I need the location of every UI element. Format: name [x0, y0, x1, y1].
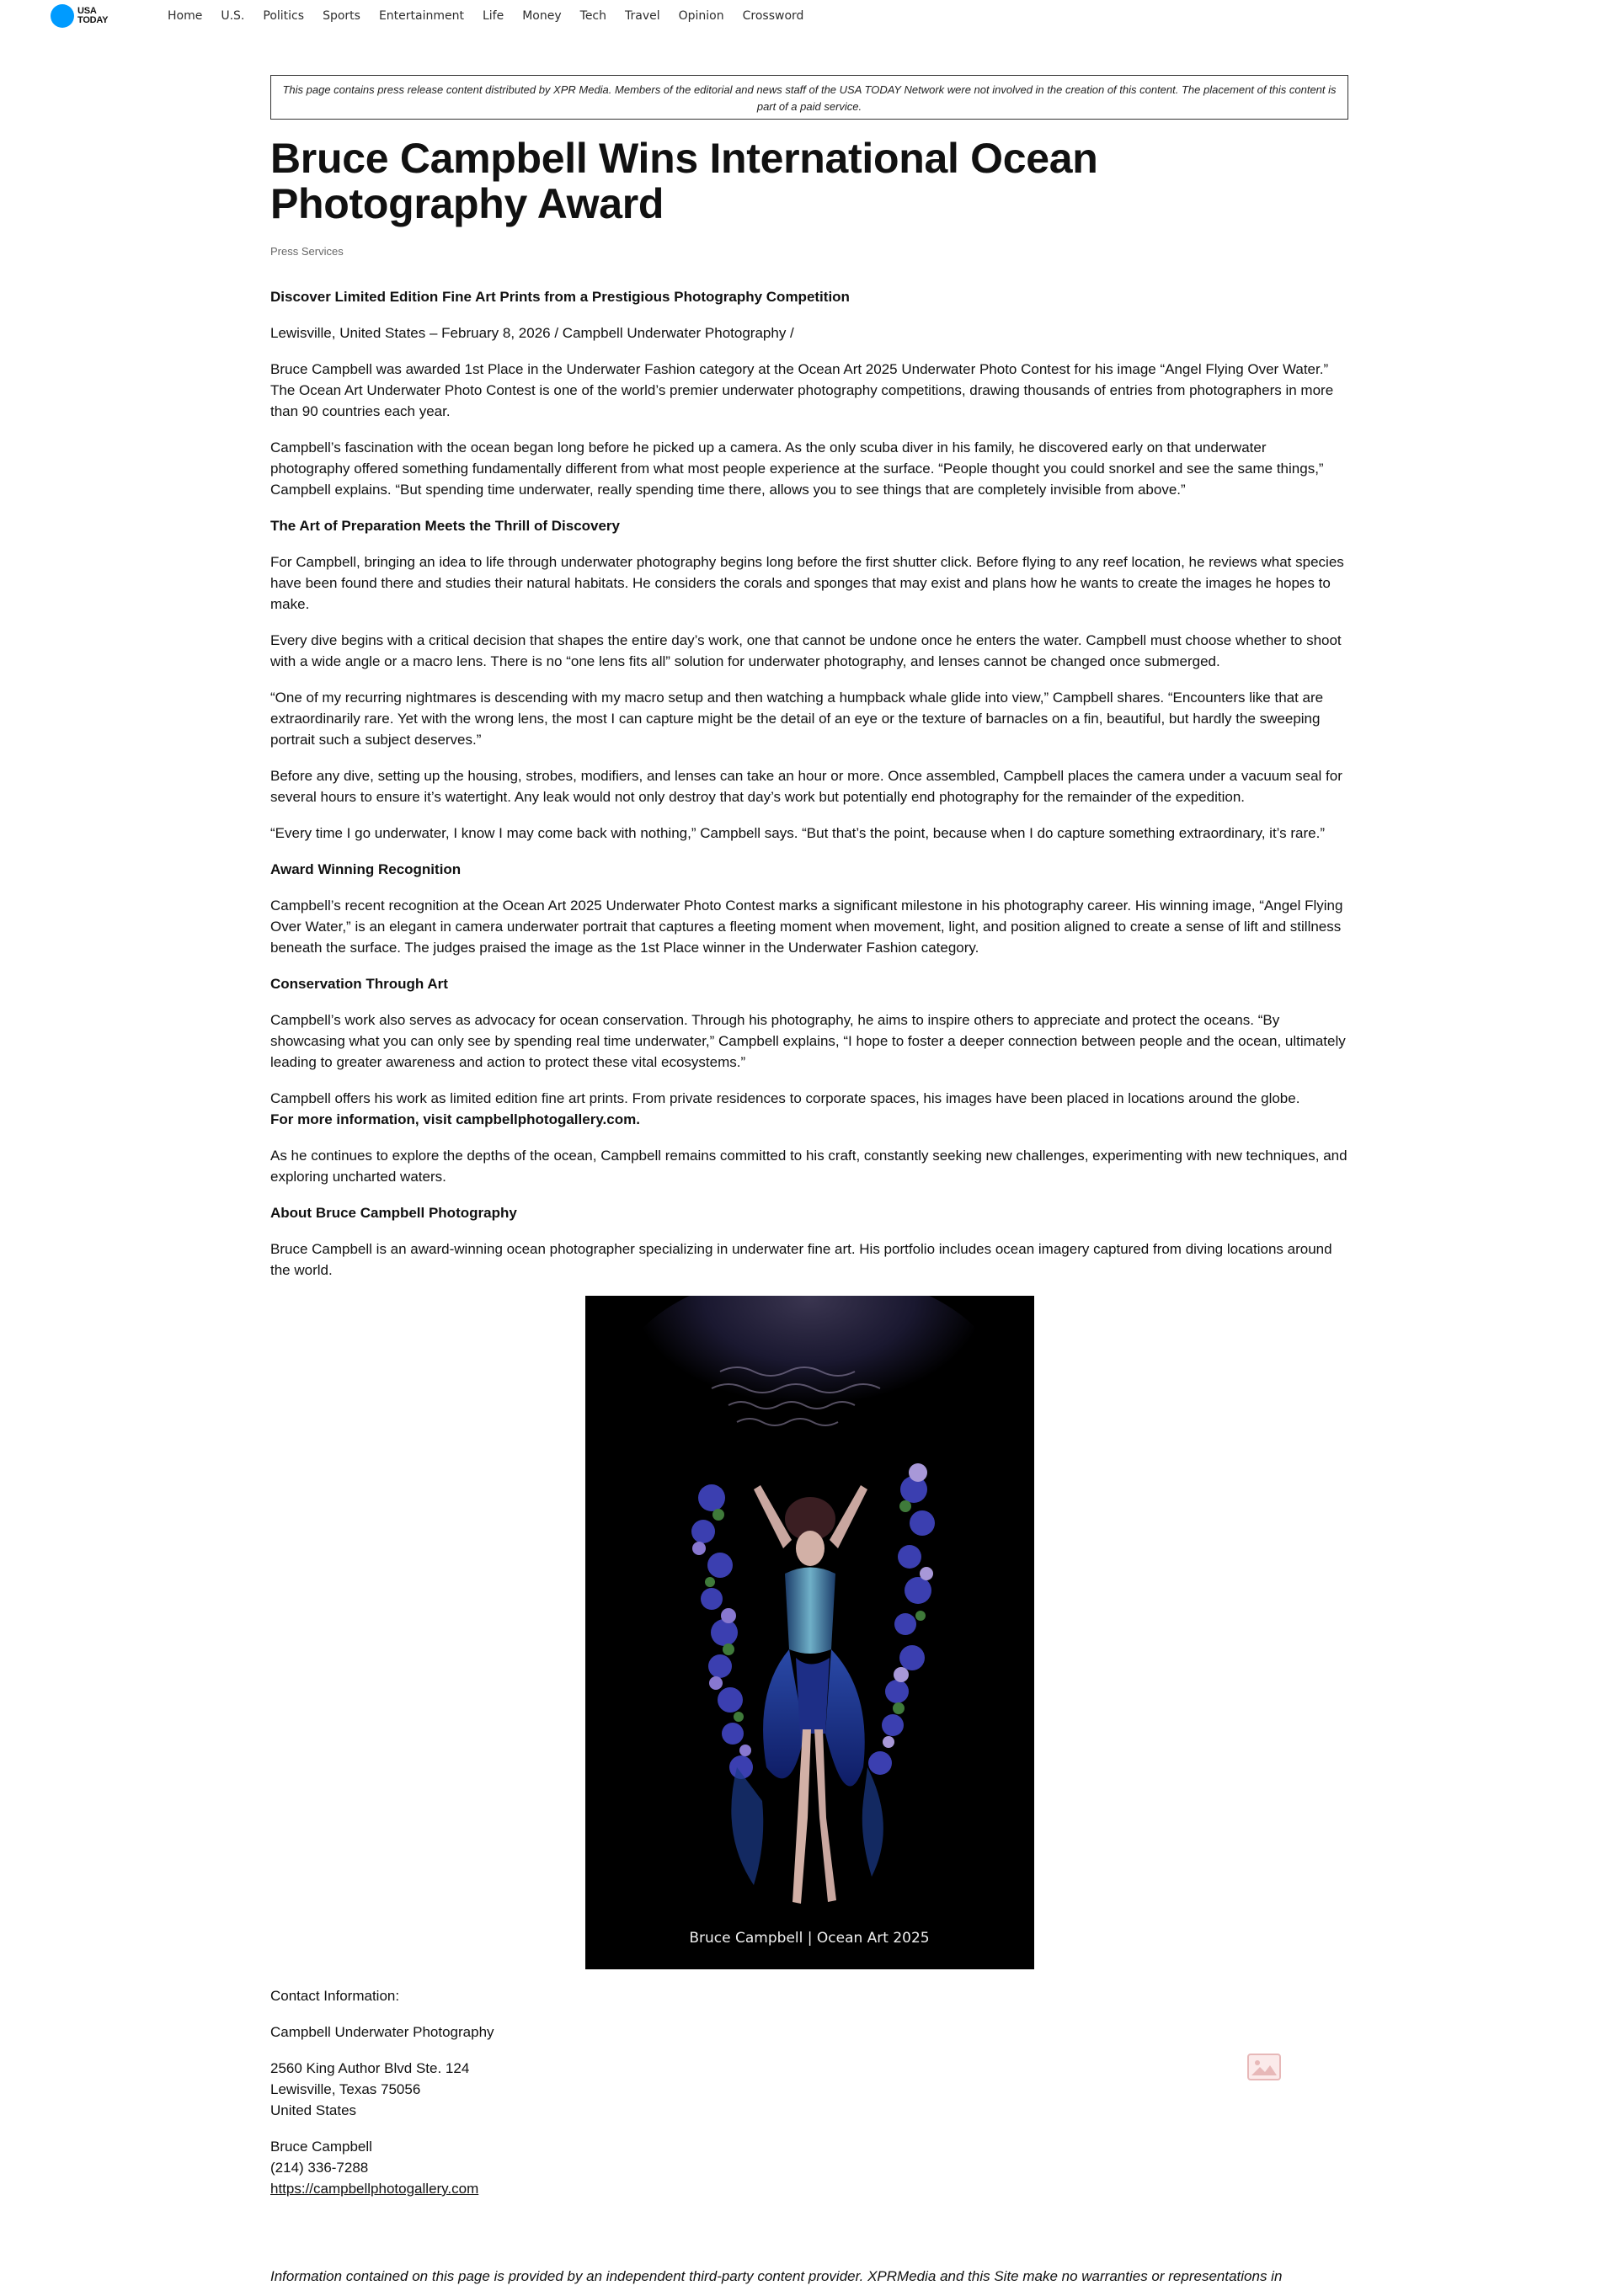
contact-person [270, 2136, 1348, 2199]
more-info-link[interactable]: For more information, visit campbellphotogallery.com. [270, 1111, 640, 1127]
article-subtitle: Discover Limited Edition Fine Art Prints from a Prestigious Photography Competition [270, 289, 850, 305]
address-line2: Lewisville, Texas 75056 [270, 2081, 421, 2097]
section-heading: Award Winning Recognition [270, 861, 462, 877]
paragraph: “Every time I go underwater, I know I may come back with nothing,” Campbell says. “But that’s the point, because when I do capture something extraordinary, it’s rare.” [270, 825, 1325, 841]
section-heading: About Bruce Campbell Photography [270, 1205, 517, 1221]
paragraph: Campbell’s work also serves as advocacy for ocean conservation. Through his photography, he aims to inspire others to appreciate and protect the oceans. “By showcasing what you can only see by spending real time underwater,” Campbell explains, “I hope to foster a deeper connection between people and the ocean, ultimately leading to greater awareness and action to protect these vital ecosystems.” [270, 1012, 1346, 1070]
logo-circle-icon [51, 4, 74, 28]
paragraph: As he continues to explore the depths of the ocean, Campbell remains committed to his craft, constantly seeking new challenges, experimenting with new techniques, and exploring uncharted waters. [270, 1148, 1348, 1185]
broken-image-icon [1247, 2054, 1281, 2080]
contact-company: Campbell Underwater Photography [270, 2024, 494, 2040]
article-content [270, 75, 1348, 2214]
usa-today-logo[interactable] [51, 4, 108, 28]
nav-home[interactable]: Home [168, 9, 203, 23]
nav-entertainment[interactable]: Entertainment [378, 9, 464, 23]
logo-text-line1: USA [77, 6, 97, 16]
section-heading: Conservation Through Art [270, 976, 448, 992]
nav-opinion[interactable]: Opinion [678, 9, 724, 23]
third-party-disclaimer: Information contained on this page is provided by an independent third-party content provider. XPRMedia and this Site make no warranties or representations in [270, 2268, 1283, 2284]
contact-name: Bruce Campbell [270, 2139, 372, 2155]
underwater-portrait-illustration [585, 1296, 1034, 1969]
paragraph: Before any dive, setting up the housing, strobes, modifiers, and lenses can take an hour or more. Once assembled, Campbell places the camera under a vacuum seal for several hours to ensure it’s watertight. Any leak would not only destroy that day’s work but potentially end photography for the remainder of the expedition. [270, 768, 1342, 805]
article-byline: Press Services [270, 245, 344, 258]
top-navigation [0, 0, 1617, 34]
logo-text-line2: TODAY [77, 15, 109, 25]
nav-us[interactable]: U.S. [221, 9, 245, 23]
paragraph: For Campbell, bringing an idea to life through underwater photography begins long before the first shutter click. Before flying to any reef location, he reviews what species have been found there and studies their natural habitats. He considers the corals and sponges that may exist and plans how he wants to create the images he hopes to make. [270, 554, 1344, 612]
contact-phone: (214) 336-7288 [270, 2160, 369, 2176]
article-title: Bruce Campbell Wins International Ocean Photography Award [270, 135, 1098, 227]
contact-heading: Contact Information: [270, 1988, 400, 2004]
paragraph: Campbell’s fascination with the ocean began long before he picked up a camera. As the only scuba diver in his family, he discovered early on that underwater photography offered something fundamentally different from what most people experience at the surface. “People thought you could snorkel and see the same things,” Campbell explains. “But spending time underwater, really spending time there, allows you to see things that are completely invisible from above.” [270, 439, 1324, 498]
nav-sports[interactable]: Sports [323, 9, 360, 23]
nav-money[interactable]: Money [522, 9, 562, 23]
paragraph [270, 1088, 1348, 1130]
section-heading: The Art of Preparation Meets the Thrill of Discovery [270, 518, 621, 534]
paragraph: Every dive begins with a critical decision that shapes the entire day’s work, one that cannot be undone once he enters the water. Campbell must choose whether to shoot with a wide angle or a macro lens. There is no “one lens fits all” solution for underwater photography, and lenses cannot be changed once submerged. [270, 632, 1342, 669]
paragraph-text: Campbell offers his work as limited edition fine art prints. From private residences to corporate spaces, his images have been placed in locations around the globe. [270, 1090, 1300, 1106]
nav-tech[interactable]: Tech [579, 9, 606, 23]
paragraph: Bruce Campbell is an award-winning ocean photographer specializing in underwater fine art. His portfolio includes ocean imagery captured from diving locations around the world. [270, 1241, 1332, 1278]
address-country: United States [270, 2102, 357, 2118]
article-body [270, 286, 1348, 2199]
contact-information [270, 1985, 1348, 2199]
contact-address [270, 2058, 1348, 2121]
main-nav [168, 9, 822, 23]
nav-crossword[interactable]: Crossword [742, 9, 804, 23]
paragraph: “One of my recurring nightmares is descending with my macro setup and then watching a humpback whale glide into view,” Campbell shares. “Encounters like that are extraordinarily rare. Yet with the wrong lens, the most I can capture might be the detail of an eye or the texture of barnacles on a fin, beautiful, but hardly the sweeping portrait such a subject deserves.” [270, 690, 1324, 748]
contact-website-link[interactable]: https://campbellphotogallery.com [270, 2181, 479, 2197]
press-release-disclaimer: This page contains press release content distributed by XPR Media. Members of the editorial and news staff of the USA TODAY Network were not involved in the creation of this content. The placement of this content is part of a paid service. [270, 75, 1348, 120]
paragraph: Campbell’s recent recognition at the Ocean Art 2025 Underwater Photo Contest marks a significant milestone in his photography career. His winning image, “Angel Flying Over Water,” is an elegant in camera underwater portrait that captures a fleeting moment when movement, light, and position aligned to create a sense of lift and stillness beneath the surface. The judges praised the image as the 1st Place winner in the Underwater Fashion category. [270, 898, 1343, 956]
award-photo [585, 1296, 1034, 1969]
nav-life[interactable]: Life [482, 9, 504, 23]
paragraph: Bruce Campbell was awarded 1st Place in the Underwater Fashion category at the Ocean Art 2025 Underwater Photo Contest for his image “Angel Flying Over Water.” The Ocean Art Underwater Photo Contest is one of the world’s premier underwater photography competitions, drawing thousands of entries from photographers in more than 90 countries each year. [270, 361, 1334, 419]
nav-politics[interactable]: Politics [263, 9, 305, 23]
photo-caption: Bruce Campbell | Ocean Art 2025 [689, 1930, 930, 1947]
address-line1: 2560 King Author Blvd Ste. 124 [270, 2060, 470, 2076]
nav-travel[interactable]: Travel [625, 9, 660, 23]
article-dateline: Lewisville, United States – February 8, 2026 / Campbell Underwater Photography / [270, 325, 794, 341]
